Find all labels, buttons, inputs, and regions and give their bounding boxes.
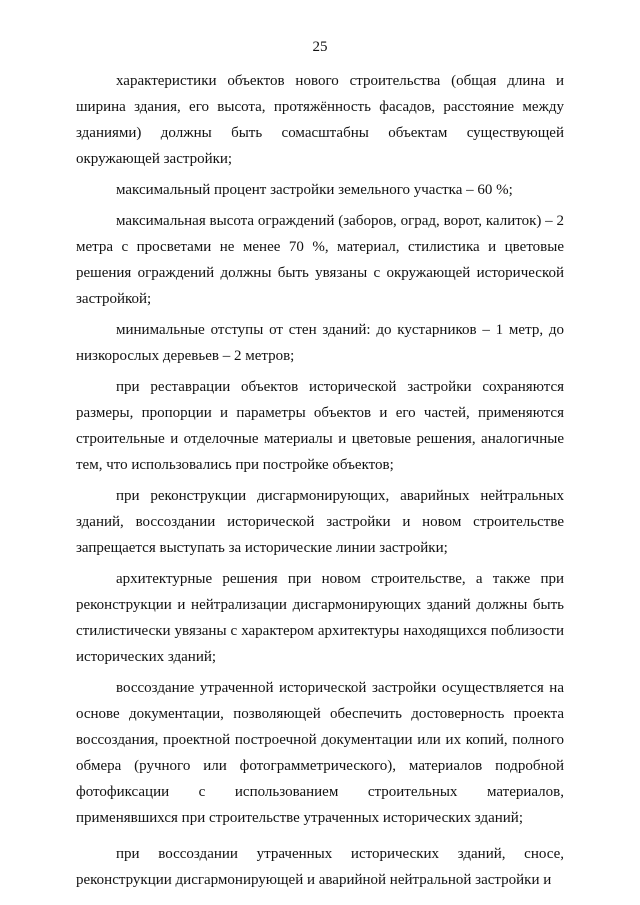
paragraph-building-characteristics: характеристики объектов нового строительства (общая длина и ширина здания, его высота, протяжённость фасадов, расстояние между зданиями) должны быть сомасштабны объектам существующей окружающей застройки; <box>76 73 564 167</box>
paragraph-restoration: при реставрации объектов исторической застройки сохраняются размеры, пропорции и параметры объектов и его частей, применяются строительные и отделочные материалы и цветовые решения, аналогичные тем, что использовались при постройке объектов; <box>76 379 564 473</box>
page-number: 25 <box>312 39 328 55</box>
paragraph-fence-height: максимальная высота ограждений (заборов, оград, ворот, калиток) – 2 метра с просветами не менее 70 %, материал, стилистика и цветовые решения ограждений должны быть увязаны с окружающей исторической застройкой; <box>76 213 564 307</box>
paragraph-max-coverage: максимальный процент застройки земельного участка – 60 %; <box>116 182 513 198</box>
paragraph-architectural-solutions: архитектурные решения при новом строительстве, а также при реконструкции и нейтрализации дисгармонирующих зданий должны быть стилистически увязаны с характером архитектуры находящихся поблизости исторических зданий; <box>76 571 564 665</box>
paragraph-min-setbacks: минимальные отступы от стен зданий: до кустарников – 1 метр, до низкорослых деревьев – 2 метров; <box>76 322 564 364</box>
paragraph-recreation-documentation: воссоздание утраченной исторической застройки осуществляется на основе документации, позволяющей обеспечить достоверность проекта воссоздания, проектной построечной документации или их копий, полного обмера (ручного или фотограмметрического), материалов подробной фотофиксации с использованием строительных материалов, применявшихся при строительстве утраченных исторических зданий; <box>76 680 564 826</box>
paragraph-recreation-demolition: при воссоздании утраченных исторических зданий, сносе, реконструкции дисгармонирующей и аварийной нейтральной застройки и <box>76 846 564 888</box>
document-body <box>76 68 564 898</box>
paragraph-reconstruction-lines: при реконструкции дисгармонирующих, аварийных нейтральных зданий, воссоздании исторической застройки и новом строительстве запрещается выступать за исторические линии застройки; <box>76 488 564 556</box>
